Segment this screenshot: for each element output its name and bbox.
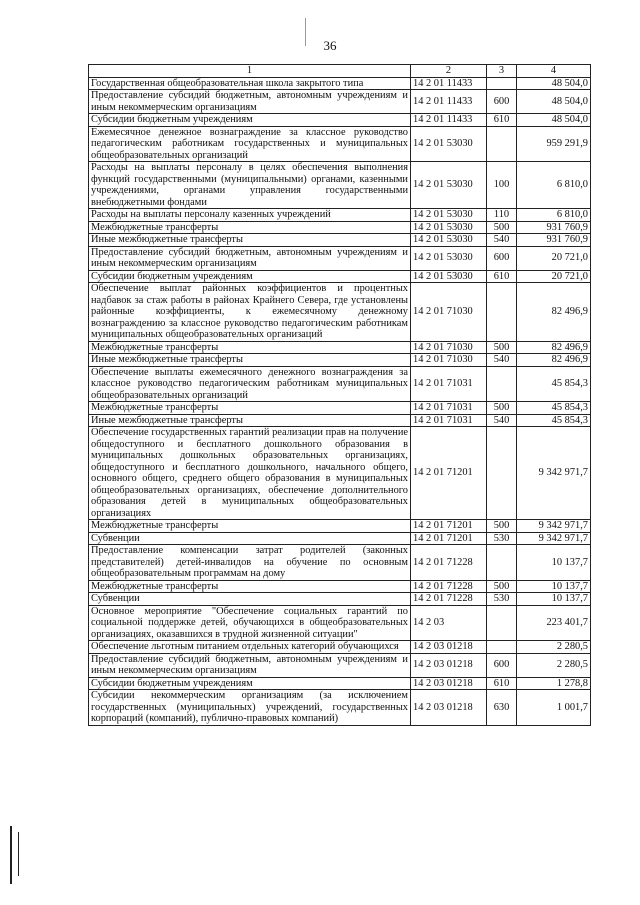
row-amount: 1 001,7 — [517, 690, 591, 726]
table-row — [89, 427, 591, 520]
row-expense-type — [487, 366, 517, 402]
row-amount: 82 496,9 — [517, 283, 591, 342]
row-name: Обеспечение государственных гарантий реализации прав на получение общедоступного и бесплатного дошкольного образования в муниципальных дошкольных образовательных организациях, общедоступного и бесплатного дошкольного, начального общего, основного общего, среднего общего образования в муниципальных общеобразовательных организациях, обеспечение дополнительного образования детей в муниципальных общеобразовательных организациях — [89, 427, 411, 520]
row-amount: 9 342 971,7 — [517, 520, 591, 533]
row-name: Предоставление субсидий бюджетным, автономным учреждениям и иным некоммерческим организациям — [89, 653, 411, 677]
row-code: 14 2 01 71030 — [411, 354, 487, 367]
row-amount: 9 342 971,7 — [517, 427, 591, 520]
row-expense-type: 600 — [487, 653, 517, 677]
table-row — [89, 283, 591, 342]
table-row — [89, 270, 591, 283]
row-name: Субсидии бюджетным учреждениям — [89, 114, 411, 127]
row-name: Межбюджетные трансферты — [89, 402, 411, 415]
header-col-2: 2 — [411, 65, 487, 78]
table-row — [89, 677, 591, 690]
table-row — [89, 234, 591, 247]
row-amount: 1 278,8 — [517, 677, 591, 690]
table-row — [89, 641, 591, 654]
row-code: 14 2 01 53030 — [411, 270, 487, 283]
row-name: Межбюджетные трансферты — [89, 341, 411, 354]
row-amount: 931 760,9 — [517, 221, 591, 234]
row-code: 14 2 01 11433 — [411, 77, 487, 90]
table-row — [89, 366, 591, 402]
row-code: 14 2 01 71031 — [411, 414, 487, 427]
row-expense-type: 530 — [487, 532, 517, 545]
row-code: 14 2 01 11433 — [411, 114, 487, 127]
row-name: Государственная общеобразовательная школа закрытого типа — [89, 77, 411, 90]
row-expense-type: 530 — [487, 593, 517, 606]
row-amount: 48 504,0 — [517, 114, 591, 127]
row-expense-type — [487, 545, 517, 581]
row-expense-type: 610 — [487, 114, 517, 127]
row-code: 14 2 01 53030 — [411, 221, 487, 234]
header-col-1: 1 — [89, 65, 411, 78]
row-amount: 223 401,7 — [517, 605, 591, 641]
table-row — [89, 162, 591, 209]
row-expense-type: 540 — [487, 414, 517, 427]
row-expense-type — [487, 427, 517, 520]
row-name: Обеспечение льготным питанием отдельных категорий обучающихся — [89, 641, 411, 654]
row-code: 14 2 01 71228 — [411, 545, 487, 581]
row-name: Расходы на выплаты персоналу в целях обеспечения выполнения функций государственными (муниципальными) органами, казенными учреждениями, органами управления государственными внебюджетными фондами — [89, 162, 411, 209]
row-amount: 48 504,0 — [517, 77, 591, 90]
row-name: Субвенции — [89, 532, 411, 545]
row-amount: 9 342 971,7 — [517, 532, 591, 545]
row-code: 14 2 01 11433 — [411, 90, 487, 114]
table-row — [89, 221, 591, 234]
table-row — [89, 653, 591, 677]
row-amount: 20 721,0 — [517, 270, 591, 283]
table-header-row — [89, 65, 591, 78]
row-name: Межбюджетные трансферты — [89, 520, 411, 533]
row-expense-type — [487, 605, 517, 641]
row-name: Субсидии бюджетным учреждениям — [89, 677, 411, 690]
row-expense-type: 110 — [487, 209, 517, 222]
budget-table — [88, 64, 591, 726]
row-code: 14 2 01 71201 — [411, 520, 487, 533]
row-code: 14 2 03 — [411, 605, 487, 641]
row-amount: 6 810,0 — [517, 162, 591, 209]
row-amount: 6 810,0 — [517, 209, 591, 222]
row-code: 14 2 03 01218 — [411, 653, 487, 677]
table-row — [89, 209, 591, 222]
table-row — [89, 402, 591, 415]
row-code: 14 2 03 01218 — [411, 641, 487, 654]
row-expense-type: 600 — [487, 90, 517, 114]
row-expense-type: 500 — [487, 580, 517, 593]
row-amount: 48 504,0 — [517, 90, 591, 114]
row-name: Расходы на выплаты персоналу казенных учреждений — [89, 209, 411, 222]
row-expense-type: 630 — [487, 690, 517, 726]
row-expense-type: 100 — [487, 162, 517, 209]
row-name: Межбюджетные трансферты — [89, 221, 411, 234]
row-code: 14 2 01 71030 — [411, 283, 487, 342]
header-col-3: 3 — [487, 65, 517, 78]
row-name: Обеспечение выплаты ежемесячного денежного вознаграждения за классное руководство педагогическим работникам муниципальных общеобразовательных организаций — [89, 366, 411, 402]
table-row — [89, 354, 591, 367]
row-code: 14 2 01 71201 — [411, 532, 487, 545]
row-expense-type: 600 — [487, 246, 517, 270]
row-code: 14 2 01 53030 — [411, 234, 487, 247]
row-code: 14 2 01 71228 — [411, 593, 487, 606]
table-row — [89, 580, 591, 593]
row-expense-type: 610 — [487, 677, 517, 690]
row-name: Ежемесячное денежное вознаграждение за классное руководство педагогическим работникам государственных и муниципальных общеобразовательных организаций — [89, 126, 411, 162]
row-amount: 20 721,0 — [517, 246, 591, 270]
row-code: 14 2 01 71031 — [411, 402, 487, 415]
row-expense-type: 540 — [487, 354, 517, 367]
row-amount: 45 854,3 — [517, 366, 591, 402]
page-number: 36 — [323, 38, 337, 53]
row-name: Основное мероприятие "Обеспечение социальных гарантий по социальной поддержке детей, обучающихся в общеобразовательных организациях, оказавшихся в трудной жизненной ситуации" — [89, 605, 411, 641]
table-row — [89, 605, 591, 641]
table-row — [89, 90, 591, 114]
row-amount: 10 137,7 — [517, 593, 591, 606]
row-expense-type — [487, 77, 517, 90]
row-code: 14 2 01 71201 — [411, 427, 487, 520]
row-code: 14 2 01 53030 — [411, 246, 487, 270]
row-code: 14 2 01 53030 — [411, 209, 487, 222]
row-name: Обеспечение выплат районных коэффициентов и процентных надбавок за стаж работы в районах Крайнего Севера, где установлены районные коэффициенты, к ежемесячному денежному вознаграждению за классное руководство педагогическим работникам муниципальных общеобразовательных организаций — [89, 283, 411, 342]
row-code: 14 2 01 71228 — [411, 580, 487, 593]
row-expense-type: 500 — [487, 520, 517, 533]
row-name: Субвенции — [89, 593, 411, 606]
row-code: 14 2 01 71031 — [411, 366, 487, 402]
row-code: 14 2 01 53030 — [411, 162, 487, 209]
row-expense-type: 540 — [487, 234, 517, 247]
row-name: Предоставление субсидий бюджетным, автономным учреждениям и иным некоммерческим организациям — [89, 246, 411, 270]
table-row — [89, 246, 591, 270]
table-row — [89, 545, 591, 581]
row-expense-type — [487, 126, 517, 162]
row-amount: 931 760,9 — [517, 234, 591, 247]
row-name: Иные межбюджетные трансферты — [89, 234, 411, 247]
row-code: 14 2 01 71030 — [411, 341, 487, 354]
row-expense-type: 500 — [487, 341, 517, 354]
table-row — [89, 341, 591, 354]
header-col-4: 4 — [517, 65, 591, 78]
row-name: Субсидии бюджетным учреждениям — [89, 270, 411, 283]
table-row — [89, 77, 591, 90]
scan-margin-mark — [10, 826, 12, 884]
row-code: 14 2 03 01218 — [411, 677, 487, 690]
row-expense-type: 610 — [487, 270, 517, 283]
row-name: Предоставление субсидий бюджетным, автономным учреждениям и иным некоммерческим организациям — [89, 90, 411, 114]
scan-margin-mark — [18, 832, 19, 876]
row-name: Иные межбюджетные трансферты — [89, 414, 411, 427]
row-amount: 82 496,9 — [517, 341, 591, 354]
table-row — [89, 690, 591, 726]
table-row — [89, 414, 591, 427]
table-row — [89, 114, 591, 127]
row-name: Субсидии некоммерческим организациям (за исключением государственных (муниципальных) учреждений, государственных корпораций (компаний), публично-правовых компаний) — [89, 690, 411, 726]
row-name: Межбюджетные трансферты — [89, 580, 411, 593]
row-expense-type: 500 — [487, 221, 517, 234]
row-amount: 10 137,7 — [517, 545, 591, 581]
table-row — [89, 126, 591, 162]
row-amount: 959 291,9 — [517, 126, 591, 162]
row-amount: 82 496,9 — [517, 354, 591, 367]
row-amount: 10 137,7 — [517, 580, 591, 593]
row-code: 14 2 03 01218 — [411, 690, 487, 726]
row-expense-type — [487, 283, 517, 342]
table-row — [89, 520, 591, 533]
row-amount: 45 854,3 — [517, 414, 591, 427]
row-name: Предоставление компенсации затрат родителей (законных представителей) детей-инвалидов на обучение по основным общеобразовательным программам на дому — [89, 545, 411, 581]
row-amount: 45 854,3 — [517, 402, 591, 415]
row-amount: 2 280,5 — [517, 641, 591, 654]
row-code: 14 2 01 53030 — [411, 126, 487, 162]
row-expense-type — [487, 641, 517, 654]
row-name: Иные межбюджетные трансферты — [89, 354, 411, 367]
table-row — [89, 532, 591, 545]
table-row — [89, 593, 591, 606]
row-amount: 2 280,5 — [517, 653, 591, 677]
row-expense-type: 500 — [487, 402, 517, 415]
